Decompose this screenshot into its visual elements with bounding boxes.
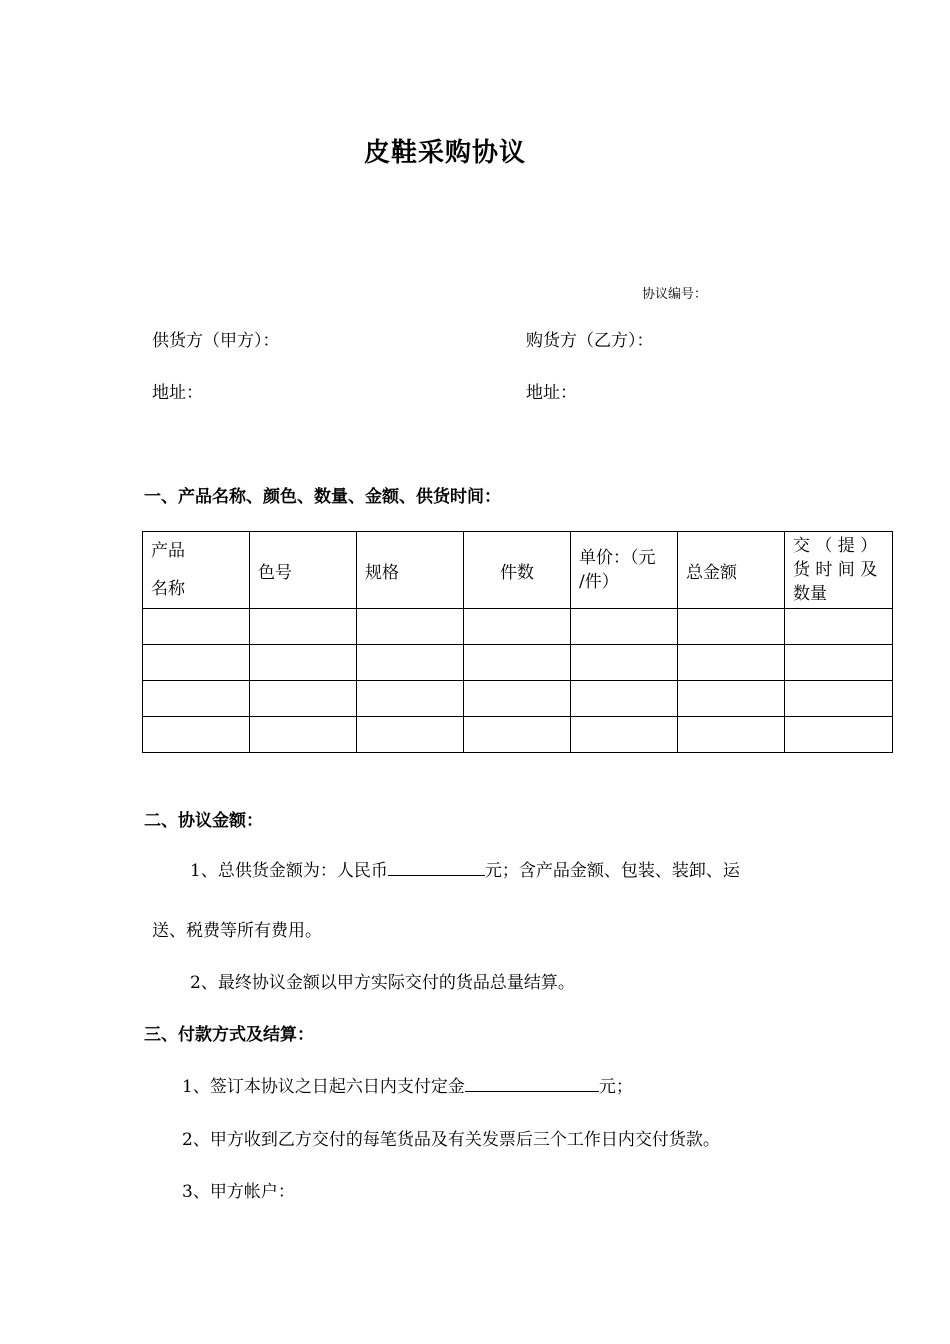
- col-product-name-line2: 名称: [151, 579, 185, 599]
- table-cell[interactable]: [464, 645, 571, 681]
- table-row: [143, 645, 893, 681]
- col-product-name: [143, 532, 250, 609]
- section2-item1: [190, 856, 740, 881]
- section3-item1-suffix: 元；: [598, 1077, 633, 1097]
- contract-number-label: 协议编号：: [642, 287, 708, 302]
- table-row: [143, 681, 893, 717]
- table-cell[interactable]: [464, 717, 571, 753]
- col-delivery-line2: 货 时 间 及: [793, 560, 878, 580]
- col-total: 总金额: [678, 532, 785, 609]
- col-delivery-line3: 数量: [793, 584, 827, 604]
- section3-heading: 三、付款方式及结算：: [144, 1025, 314, 1045]
- table-cell[interactable]: [571, 645, 678, 681]
- section3-item1-prefix: 1、签订本协议之日起六日内支付定金: [182, 1077, 465, 1097]
- product-table: [142, 531, 893, 753]
- table-cell[interactable]: [250, 609, 357, 645]
- table-row: [143, 609, 893, 645]
- col-delivery-line1: 交 （ 提 ）: [793, 536, 878, 556]
- table-cell[interactable]: [143, 645, 250, 681]
- table-cell[interactable]: [143, 609, 250, 645]
- table-cell[interactable]: [357, 609, 464, 645]
- table-row: [143, 717, 893, 753]
- table-cell[interactable]: [678, 717, 785, 753]
- total-amount-blank[interactable]: [388, 857, 485, 876]
- section3-item2: 2、甲方收到乙方交付的每笔货品及有关发票后三个工作日内交付货款。: [182, 1130, 720, 1150]
- col-delivery: [785, 532, 893, 609]
- section2-item1-prefix: 1、总供货金额为：人民币: [190, 861, 388, 881]
- table-cell[interactable]: [250, 681, 357, 717]
- buyer-address-label: 地址：: [526, 383, 577, 403]
- table-cell[interactable]: [143, 717, 250, 753]
- table-cell[interactable]: [250, 645, 357, 681]
- table-cell[interactable]: [357, 681, 464, 717]
- section2-heading: 二、协议金额：: [144, 811, 263, 831]
- section2-item1-suffix: 元；含产品金额、包装、装卸、运: [484, 861, 740, 881]
- document-title: 皮鞋采购协议: [363, 138, 526, 168]
- col-color: 色号: [250, 532, 357, 609]
- col-unit-price: [571, 532, 678, 609]
- supplier-label: 供货方（甲方）：: [152, 331, 280, 351]
- section3-item1: [182, 1072, 633, 1097]
- col-unit-price-line2: /件）: [579, 572, 619, 592]
- table-cell[interactable]: [678, 681, 785, 717]
- table-cell[interactable]: [571, 681, 678, 717]
- table-cell[interactable]: [357, 645, 464, 681]
- table-cell[interactable]: [357, 717, 464, 753]
- col-spec: 规格: [357, 532, 464, 609]
- table-header-row: [143, 532, 893, 609]
- table-cell[interactable]: [785, 645, 893, 681]
- table-cell[interactable]: [678, 645, 785, 681]
- buyer-label: 购货方（乙方）：: [526, 331, 654, 351]
- table-cell[interactable]: [678, 609, 785, 645]
- section1-heading: 一、产品名称、颜色、数量、金额、供货时间：: [144, 487, 501, 507]
- deposit-amount-blank[interactable]: [465, 1073, 599, 1092]
- supplier-address-label: 地址：: [152, 383, 203, 403]
- table-cell[interactable]: [143, 681, 250, 717]
- table-cell[interactable]: [464, 681, 571, 717]
- col-product-name-line1: 产品: [151, 541, 185, 561]
- table-cell[interactable]: [571, 609, 678, 645]
- col-unit-price-line1: 单价：（元: [579, 548, 656, 568]
- table-cell[interactable]: [250, 717, 357, 753]
- col-qty: 件数: [464, 532, 571, 609]
- section2-item1-continued: 送、税费等所有费用。: [152, 921, 322, 941]
- section3-item3: 3、甲方帐户：: [182, 1182, 295, 1202]
- table-cell[interactable]: [785, 681, 893, 717]
- section2-item2: 2、最终协议金额以甲方实际交付的货品总量结算。: [190, 973, 575, 993]
- table-cell[interactable]: [785, 717, 893, 753]
- table-cell[interactable]: [785, 609, 893, 645]
- table-cell[interactable]: [464, 609, 571, 645]
- table-cell[interactable]: [571, 717, 678, 753]
